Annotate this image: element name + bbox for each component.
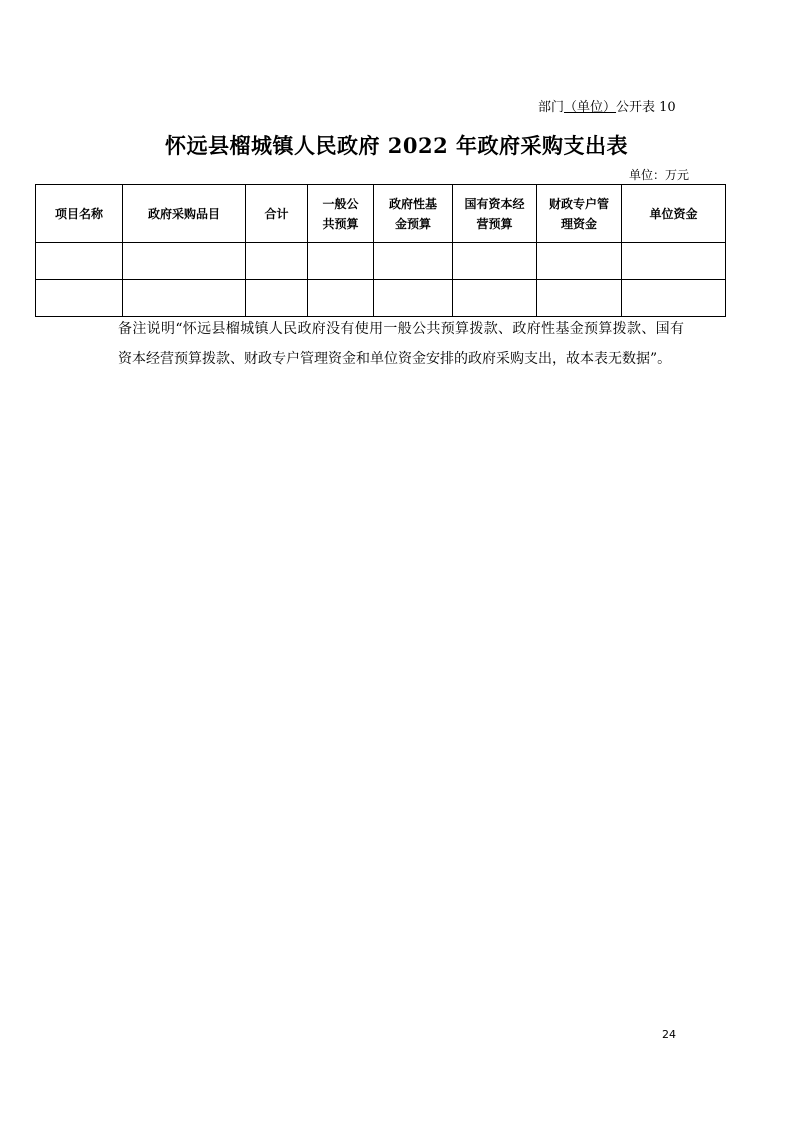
table-row	[36, 243, 726, 280]
table-cell	[453, 280, 537, 317]
column-header-unit-funds: 单位资金	[622, 185, 726, 243]
column-header-government-fund-budget: 政府性基 金预算	[374, 185, 453, 243]
column-header-special-account-funds: 财政专户管 理资金	[537, 185, 622, 243]
page-number: 24	[662, 1028, 676, 1041]
table-cell	[537, 280, 622, 317]
table-number-label	[538, 96, 676, 115]
column-header-state-capital-budget: 国有资本经 营预算	[453, 185, 537, 243]
document-title: 怀远县榴城镇人民政府 2022 年政府采购支出表	[164, 133, 629, 158]
table-cell	[246, 280, 308, 317]
table-cell	[537, 243, 622, 280]
table-cell	[123, 243, 246, 280]
table-cell	[246, 243, 308, 280]
remarks-note: 备注说明“怀远县榴城镇人民政府没有使用一般公共预算拨款、政府性基金预算拨款、国有资本经营预算拨款、财政专户管理资金和单位资金安排的政府采购支出，故本表无数据”。	[118, 321, 684, 367]
header-prefix: 部门	[538, 100, 565, 115]
table-cell	[308, 280, 374, 317]
currency-unit-label: 单位：万元	[629, 168, 690, 182]
table-row	[36, 280, 726, 317]
table-cell	[36, 280, 123, 317]
table-cell	[622, 280, 726, 317]
table-cell	[453, 243, 537, 280]
table-header-row	[36, 185, 726, 243]
table-cell	[374, 243, 453, 280]
column-header-total: 合计	[246, 185, 308, 243]
table-cell	[123, 280, 246, 317]
column-header-general-budget: 一般公 共预算	[308, 185, 374, 243]
procurement-expenditure-table	[35, 184, 726, 317]
column-header-project-name: 项目名称	[36, 185, 123, 243]
table-cell	[622, 243, 726, 280]
table-cell	[36, 243, 123, 280]
column-header-procurement-item: 政府采购品目	[123, 185, 246, 243]
table-cell	[374, 280, 453, 317]
header-unit: （单位）	[564, 100, 617, 115]
table-cell	[308, 243, 374, 280]
header-suffix: 公开表 10	[616, 100, 676, 115]
